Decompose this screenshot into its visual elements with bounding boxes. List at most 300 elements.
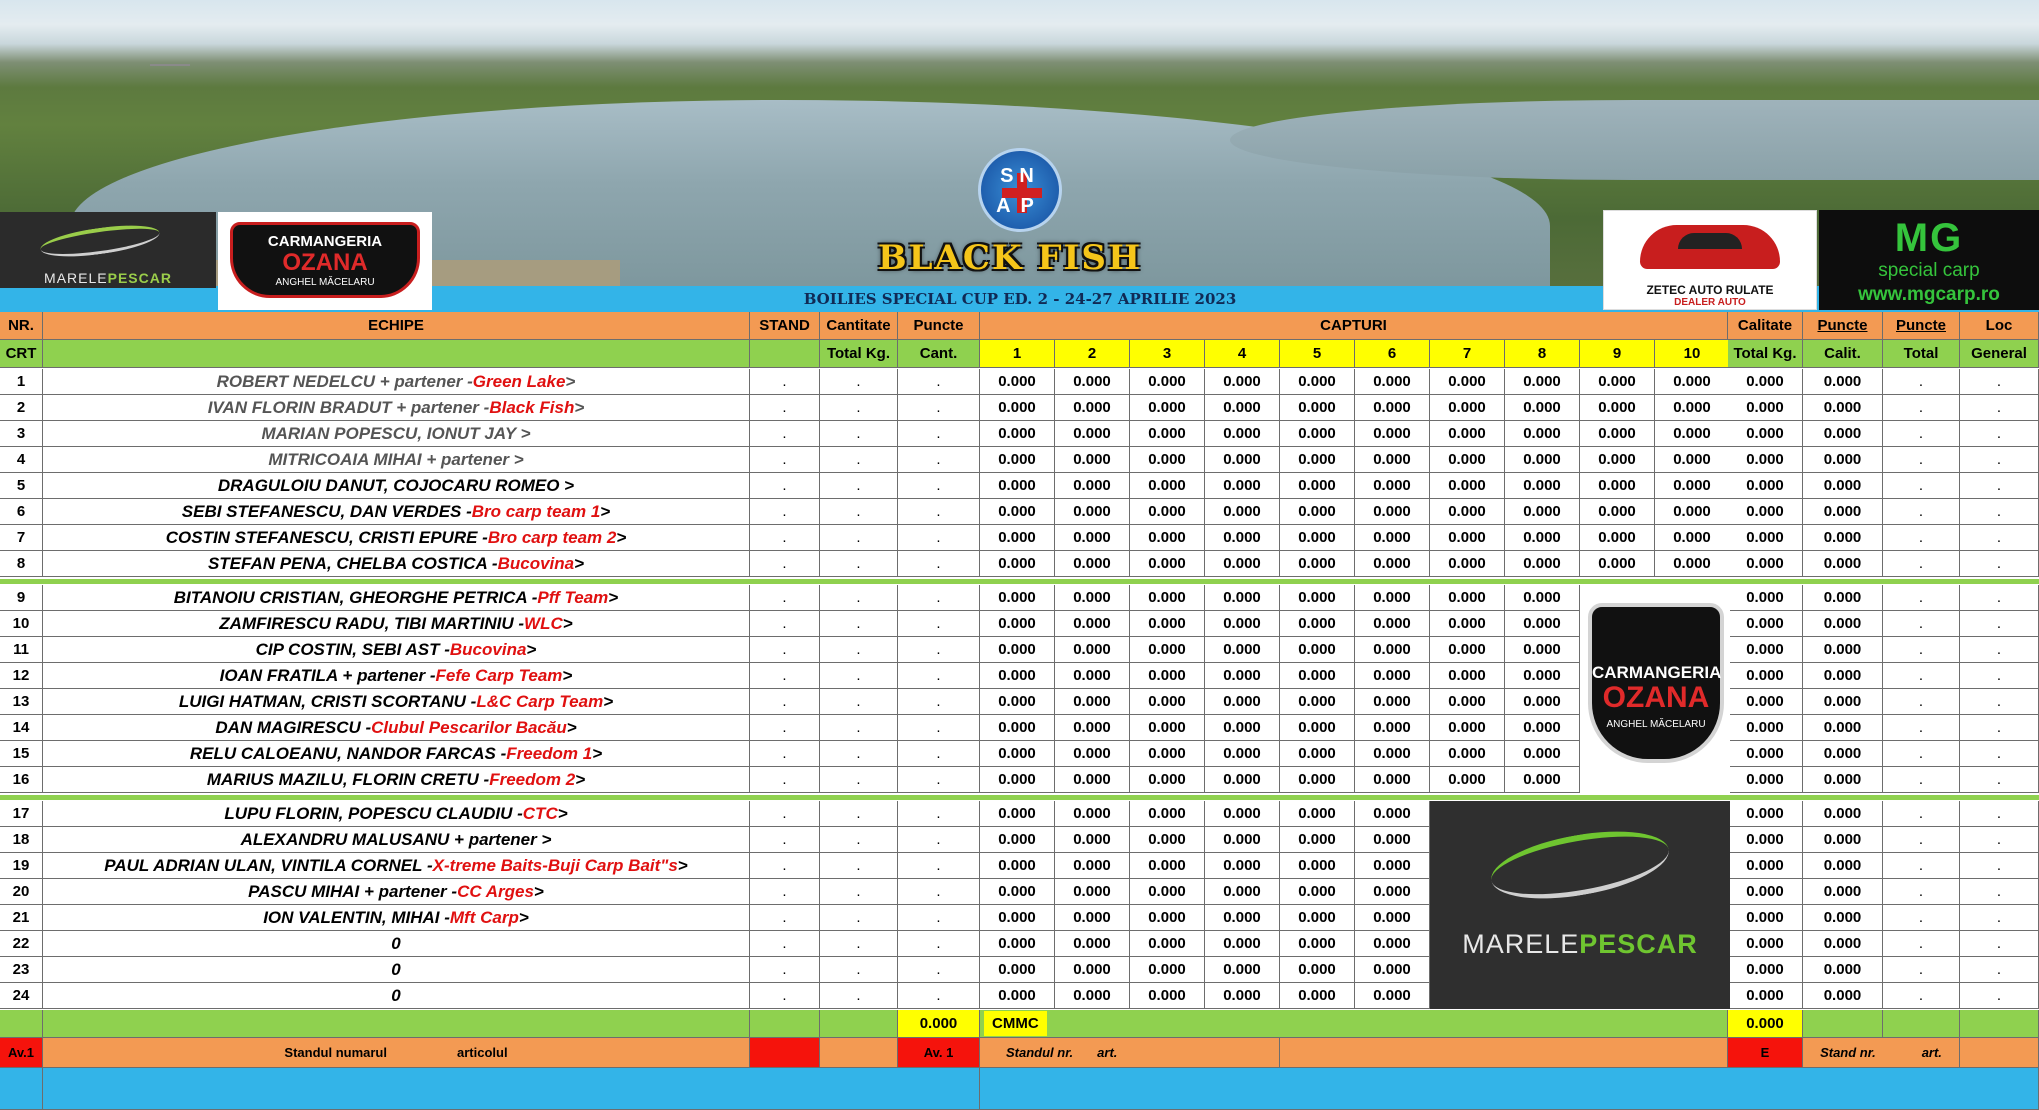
capture-cell: 0.000 xyxy=(1580,395,1655,421)
row-puncte-calit: 0.000 xyxy=(1803,395,1883,421)
capture-cell: 0.000 xyxy=(1355,499,1430,525)
header-general: General xyxy=(1960,340,2039,368)
header-stand: STAND xyxy=(750,312,820,340)
row-puncte-total: . xyxy=(1883,637,1960,663)
footer-cant xyxy=(820,1038,898,1068)
team-tail: > xyxy=(565,371,576,391)
row-loc: . xyxy=(1960,551,2039,577)
row-calitate: 0.000 xyxy=(1728,369,1803,395)
capture-cell: 0.000 xyxy=(1055,447,1130,473)
row-puncte-calit: 0.000 xyxy=(1803,611,1883,637)
row-cant: . xyxy=(820,473,898,499)
capture-cell: 0.000 xyxy=(1505,767,1580,793)
articolul-label: articolul xyxy=(456,1045,508,1060)
capture-cell: 0.000 xyxy=(1355,395,1430,421)
row-puncte-calit: 0.000 xyxy=(1803,931,1883,957)
row-loc: . xyxy=(1960,585,2039,611)
row-calitate: 0.000 xyxy=(1728,585,1803,611)
row-stand: . xyxy=(750,879,820,905)
capture-cell: 0.000 xyxy=(980,525,1055,551)
capture-cell: 0.000 xyxy=(1055,499,1130,525)
capture-cell: 0.000 xyxy=(1655,473,1730,499)
capture-cell: 0.000 xyxy=(1505,551,1580,577)
summary-cmmc xyxy=(980,1010,1728,1038)
team-members: DAN MAGIRESCU - xyxy=(215,717,372,737)
capture-cell: 0.000 xyxy=(1055,931,1130,957)
row-loc: . xyxy=(1960,957,2039,983)
team-sponsor: WLC xyxy=(524,613,563,633)
capture-cell: 0.000 xyxy=(1355,715,1430,741)
capture-cell: 0.000 xyxy=(1580,447,1655,473)
team-tail: > xyxy=(557,803,568,823)
capture-cell: 0.000 xyxy=(1355,525,1430,551)
team-members: LUPU FLORIN, POPESCU CLAUDIU - xyxy=(224,803,523,823)
row-puncte-cant: . xyxy=(898,715,980,741)
capture-cell: 0.000 xyxy=(1430,689,1505,715)
row-loc: . xyxy=(1960,905,2039,931)
row-puncte-total: . xyxy=(1883,801,1960,827)
capture-cell: 0.000 xyxy=(1205,499,1280,525)
ozana-ad-name: OZANA xyxy=(1602,681,1710,714)
capture-cell: 0.000 xyxy=(1205,827,1280,853)
row-puncte-calit: 0.000 xyxy=(1803,905,1883,931)
capture-cell: 0.000 xyxy=(1655,551,1730,577)
row-stand: . xyxy=(750,421,820,447)
mg-sub: special carp xyxy=(1878,260,1980,281)
team-name xyxy=(43,879,750,905)
row-cant: . xyxy=(820,421,898,447)
zetec-name: ZETEC AUTO RULATE xyxy=(1646,283,1774,297)
capture-cell: 0.000 xyxy=(1355,447,1430,473)
cmmc-label: CMMC xyxy=(984,1011,1047,1036)
row-cant: . xyxy=(820,637,898,663)
row-puncte-total: . xyxy=(1883,473,1960,499)
row-nr: 14 xyxy=(0,715,43,741)
row-puncte-total: . xyxy=(1883,499,1960,525)
capture-cell: 0.000 xyxy=(1280,395,1355,421)
row-puncte-cant: . xyxy=(898,827,980,853)
capture-cell: 0.000 xyxy=(1355,369,1430,395)
capture-cell: 0.000 xyxy=(1505,395,1580,421)
row-cant: . xyxy=(820,827,898,853)
team-sponsor: Mft Carp xyxy=(449,907,519,927)
capture-cell: 0.000 xyxy=(1355,905,1430,931)
capture-cell: 0.000 xyxy=(1055,957,1130,983)
row-loc: . xyxy=(1960,879,2039,905)
capture-cell: 0.000 xyxy=(1580,525,1655,551)
row-calitate: 0.000 xyxy=(1728,827,1803,853)
row-puncte-calit: 0.000 xyxy=(1803,827,1883,853)
team-name xyxy=(43,499,750,525)
row-stand: . xyxy=(750,395,820,421)
capture-cell: 0.000 xyxy=(1280,767,1355,793)
sn-ap-badge-icon xyxy=(978,148,1062,232)
row-puncte-cant: . xyxy=(898,499,980,525)
header-puncte-calit: Puncte xyxy=(1803,312,1883,340)
row-calitate: 0.000 xyxy=(1728,689,1803,715)
capture-cell: 0.000 xyxy=(1055,801,1130,827)
capture-cell: 0.000 xyxy=(1280,551,1355,577)
row-nr: 8 xyxy=(0,551,43,577)
team-name xyxy=(43,905,750,931)
capture-cell: 0.000 xyxy=(1205,395,1280,421)
header-capture-7: 7 xyxy=(1430,340,1505,368)
zetec-logo-icon xyxy=(1603,210,1817,310)
team-name xyxy=(43,637,750,663)
capture-cell: 0.000 xyxy=(1280,741,1355,767)
capture-cell: 0.000 xyxy=(1205,421,1280,447)
header-nr: NR. xyxy=(0,312,43,340)
capture-cell: 0.000 xyxy=(1130,801,1205,827)
row-loc: . xyxy=(1960,637,2039,663)
row-stand: . xyxy=(750,957,820,983)
capture-cell: 0.000 xyxy=(1130,421,1205,447)
capture-cell: 0.000 xyxy=(1055,879,1130,905)
row-cant: . xyxy=(820,689,898,715)
team-tail: > xyxy=(603,691,614,711)
row-calitate: 0.000 xyxy=(1728,663,1803,689)
team-members: MITRICOAIA MIHAI + partener > xyxy=(268,449,524,469)
capture-cell: 0.000 xyxy=(1355,473,1430,499)
team-tail: > xyxy=(574,397,585,417)
row-puncte-calit: 0.000 xyxy=(1803,637,1883,663)
bottom-band-nr xyxy=(0,1068,43,1110)
header-calitate: Calitate xyxy=(1728,312,1803,340)
capture-cell: 0.000 xyxy=(980,499,1055,525)
capture-cell: 0.000 xyxy=(1280,499,1355,525)
capture-cell: 0.000 xyxy=(1130,879,1205,905)
row-puncte-total: . xyxy=(1883,931,1960,957)
row-puncte-cant: . xyxy=(898,369,980,395)
capture-cell: 0.000 xyxy=(980,447,1055,473)
capture-cell: 0.000 xyxy=(1430,715,1505,741)
row-loc: . xyxy=(1960,663,2039,689)
team-name xyxy=(43,957,750,983)
capture-cell: 0.000 xyxy=(1280,715,1355,741)
capture-cell: 0.000 xyxy=(1505,663,1580,689)
row-stand: . xyxy=(750,827,820,853)
row-stand: . xyxy=(750,499,820,525)
team-sponsor: CC Arges xyxy=(457,881,534,901)
capture-cell: 0.000 xyxy=(1505,369,1580,395)
row-cant: . xyxy=(820,801,898,827)
capture-cell: 0.000 xyxy=(1505,525,1580,551)
capture-cell: 0.000 xyxy=(1355,801,1430,827)
capture-cell: 0.000 xyxy=(1280,525,1355,551)
row-nr: 17 xyxy=(0,801,43,827)
capture-cell: 0.000 xyxy=(1355,767,1430,793)
row-puncte-cant: . xyxy=(898,473,980,499)
team-tail: > xyxy=(526,639,537,659)
capture-cell: 0.000 xyxy=(1205,525,1280,551)
header-stand-sub xyxy=(750,340,820,368)
capture-cell: 0.000 xyxy=(980,767,1055,793)
row-calitate: 0.000 xyxy=(1728,801,1803,827)
capture-cell: 0.000 xyxy=(1355,983,1430,1009)
capture-cell: 0.000 xyxy=(1505,585,1580,611)
capture-cell: 0.000 xyxy=(1430,369,1505,395)
header-puncte: Puncte xyxy=(898,312,980,340)
cup-title: BOILIES SPECIAL CUP ED. 2 - 24-27 APRILIE 2023 xyxy=(803,290,1237,308)
row-stand: . xyxy=(750,637,820,663)
row-loc: . xyxy=(1960,525,2039,551)
capture-cell: 0.000 xyxy=(980,551,1055,577)
capture-cell: 0.000 xyxy=(1205,905,1280,931)
team-members: DRAGULOIU DANUT, COJOCARU ROMEO > xyxy=(217,475,575,495)
group-separator xyxy=(0,795,2039,800)
ozana-name: OZANA xyxy=(282,249,368,276)
footer-stand-red xyxy=(750,1038,820,1068)
row-nr: 22 xyxy=(0,931,43,957)
row-puncte-total: . xyxy=(1883,551,1960,577)
capture-cell: 0.000 xyxy=(1055,473,1130,499)
row-nr: 3 xyxy=(0,421,43,447)
team-members: RELU CALOEANU, NANDOR FARCAS - xyxy=(189,743,507,763)
team-name xyxy=(43,801,750,827)
capture-cell: 0.000 xyxy=(980,421,1055,447)
capture-cell: 0.000 xyxy=(1205,853,1280,879)
capture-cell: 0.000 xyxy=(1205,715,1280,741)
row-stand: . xyxy=(750,931,820,957)
header-loc: Loc xyxy=(1960,312,2039,340)
capture-cell: 0.000 xyxy=(1280,853,1355,879)
capture-cell: 0.000 xyxy=(1505,689,1580,715)
footer-stand-nr xyxy=(1803,1038,1960,1068)
capture-cell: 0.000 xyxy=(1580,473,1655,499)
capture-cell: 0.000 xyxy=(1130,447,1205,473)
ozana-sub: ANGHEL MĂCELARU xyxy=(275,277,375,288)
event-title: BLACK FISH xyxy=(877,238,1143,278)
capture-cell: 0.000 xyxy=(1055,983,1130,1009)
row-cant: . xyxy=(820,715,898,741)
row-nr: 10 xyxy=(0,611,43,637)
art2-label: art. xyxy=(1921,1045,1942,1060)
capture-cell: 0.000 xyxy=(1055,611,1130,637)
header-banner xyxy=(0,0,2039,312)
capture-cell: 0.000 xyxy=(980,983,1055,1009)
team-name xyxy=(43,395,750,421)
capture-cell: 0.000 xyxy=(1655,395,1730,421)
capture-cell: 0.000 xyxy=(1355,689,1430,715)
row-calitate: 0.000 xyxy=(1728,983,1803,1009)
capture-cell: 0.000 xyxy=(1505,447,1580,473)
capture-cell: 0.000 xyxy=(1205,585,1280,611)
team-tail: > xyxy=(566,717,577,737)
row-nr: 18 xyxy=(0,827,43,853)
footer-e: E xyxy=(1728,1038,1803,1068)
team-members: SEBI STEFANESCU, DAN VERDES - xyxy=(181,501,472,521)
stand-nr-label: Stand nr. xyxy=(1820,1045,1876,1060)
capture-cell: 0.000 xyxy=(1355,551,1430,577)
row-stand: . xyxy=(750,585,820,611)
capture-cell: 0.000 xyxy=(1055,395,1130,421)
row-stand: . xyxy=(750,983,820,1009)
team-name xyxy=(43,741,750,767)
ozana-ad-shield xyxy=(1588,603,1724,763)
capture-cell: 0.000 xyxy=(980,369,1055,395)
capture-cell: 0.000 xyxy=(1355,741,1430,767)
header-capture-4: 4 xyxy=(1205,340,1280,368)
capture-cell: 0.000 xyxy=(1205,801,1280,827)
capture-cell: 0.000 xyxy=(1205,447,1280,473)
row-loc: . xyxy=(1960,421,2039,447)
capture-cell: 0.000 xyxy=(1505,611,1580,637)
team-sponsor: Pff Team xyxy=(537,587,609,607)
row-calitate: 0.000 xyxy=(1728,637,1803,663)
header-echipe: ECHIPE xyxy=(43,312,750,340)
mg-carp-logo-icon xyxy=(1819,210,2039,310)
capture-cell: 0.000 xyxy=(1055,741,1130,767)
row-puncte-calit: 0.000 xyxy=(1803,983,1883,1009)
capture-cell: 0.000 xyxy=(1205,957,1280,983)
capture-cell: 0.000 xyxy=(1205,983,1280,1009)
capture-cell: 0.000 xyxy=(1430,767,1505,793)
summary-echipe xyxy=(43,1010,750,1038)
row-nr: 1 xyxy=(0,369,43,395)
footer-standul-numarul xyxy=(43,1038,750,1068)
row-puncte-cant: . xyxy=(898,447,980,473)
capture-cell: 0.000 xyxy=(1205,767,1280,793)
capture-cell: 0.000 xyxy=(1430,525,1505,551)
header-cantitate: Cantitate xyxy=(820,312,898,340)
team-sponsor: Bro carp team 2 xyxy=(487,527,617,547)
capture-cell: 0.000 xyxy=(1130,663,1205,689)
capture-cell: 0.000 xyxy=(1280,931,1355,957)
row-calitate: 0.000 xyxy=(1728,853,1803,879)
team-members: MARIUS MAZILU, FLORIN CRETU - xyxy=(206,769,490,789)
standul-nr-label: Standul nr. xyxy=(1006,1045,1074,1060)
row-puncte-cant: . xyxy=(898,421,980,447)
team-tail: > xyxy=(562,665,573,685)
capture-cell: 0.000 xyxy=(1280,663,1355,689)
capture-cell: 0.000 xyxy=(980,473,1055,499)
row-puncte-calit: 0.000 xyxy=(1803,879,1883,905)
capture-cell: 0.000 xyxy=(1130,689,1205,715)
team-members: ZAMFIRESCU RADU, TIBI MARTINIU - xyxy=(219,613,525,633)
capture-cell: 0.000 xyxy=(1505,715,1580,741)
header-capture-3: 3 xyxy=(1130,340,1205,368)
row-puncte-cant: . xyxy=(898,689,980,715)
row-puncte-total: . xyxy=(1883,853,1960,879)
ozana-top: CARMANGERIA xyxy=(267,233,383,250)
team-name xyxy=(43,369,750,395)
capture-cell: 0.000 xyxy=(1280,827,1355,853)
ozana-ad xyxy=(1580,585,1730,793)
row-puncte-calit: 0.000 xyxy=(1803,369,1883,395)
capture-cell: 0.000 xyxy=(1355,957,1430,983)
row-puncte-total: . xyxy=(1883,369,1960,395)
capture-cell: 0.000 xyxy=(1355,637,1430,663)
row-puncte-total: . xyxy=(1883,395,1960,421)
team-name xyxy=(43,525,750,551)
results-table xyxy=(0,312,2039,1110)
team-tail: > xyxy=(562,613,573,633)
row-calitate: 0.000 xyxy=(1728,551,1803,577)
bottom-band-right xyxy=(980,1068,2039,1110)
row-stand: . xyxy=(750,741,820,767)
row-puncte-calit: 0.000 xyxy=(1803,853,1883,879)
capture-cell: 0.000 xyxy=(1130,473,1205,499)
row-puncte-cant: . xyxy=(898,879,980,905)
capture-cell: 0.000 xyxy=(980,715,1055,741)
row-calitate: 0.000 xyxy=(1728,715,1803,741)
capture-cell: 0.000 xyxy=(1355,853,1430,879)
row-stand: . xyxy=(750,715,820,741)
row-calitate: 0.000 xyxy=(1728,525,1803,551)
row-loc: . xyxy=(1960,931,2039,957)
row-puncte-cant: . xyxy=(898,853,980,879)
capture-cell: 0.000 xyxy=(1130,715,1205,741)
capture-cell: 0.000 xyxy=(1055,767,1130,793)
capture-cell: 0.000 xyxy=(1130,499,1205,525)
capture-cell: 0.000 xyxy=(1055,585,1130,611)
marele-pescar-wordmark: MARELEPESCAR xyxy=(44,270,172,286)
group-separator xyxy=(0,579,2039,584)
row-puncte-calit: 0.000 xyxy=(1803,525,1883,551)
row-nr: 12 xyxy=(0,663,43,689)
capture-cell: 0.000 xyxy=(1355,421,1430,447)
row-calitate: 0.000 xyxy=(1728,905,1803,931)
row-cant: . xyxy=(820,585,898,611)
team-sponsor: Bucovina xyxy=(449,639,527,659)
summary-puncte-total-col xyxy=(1883,1010,1960,1038)
capture-cell: 0.000 xyxy=(980,957,1055,983)
team-sponsor: Clubul Pescarilor Bacău xyxy=(371,717,567,737)
row-cant: . xyxy=(820,499,898,525)
row-stand: . xyxy=(750,473,820,499)
row-nr: 21 xyxy=(0,905,43,931)
capture-cell: 0.000 xyxy=(980,853,1055,879)
capture-cell: 0.000 xyxy=(1055,853,1130,879)
capture-cell: 0.000 xyxy=(980,637,1055,663)
team-name xyxy=(43,827,750,853)
standul-numarul-label: Standul numarul xyxy=(284,1045,387,1060)
team-members: CIP COSTIN, SEBI AST - xyxy=(255,639,450,659)
capture-cell: 0.000 xyxy=(1130,957,1205,983)
capture-cell: 0.000 xyxy=(1055,421,1130,447)
row-stand: . xyxy=(750,905,820,931)
capture-cell: 0.000 xyxy=(1205,473,1280,499)
row-loc: . xyxy=(1960,767,2039,793)
row-cant: . xyxy=(820,983,898,1009)
team-tail: > xyxy=(608,587,619,607)
capture-cell: 0.000 xyxy=(1280,957,1355,983)
capture-cell: 0.000 xyxy=(980,395,1055,421)
team-tail: > xyxy=(574,553,585,573)
footer-av1-left: Av.1 xyxy=(0,1038,43,1068)
team-tail: > xyxy=(616,527,627,547)
team-name xyxy=(43,931,750,957)
row-cant: . xyxy=(820,369,898,395)
car-window xyxy=(1678,233,1742,249)
header-crt: CRT xyxy=(0,340,43,368)
row-calitate: 0.000 xyxy=(1728,931,1803,957)
row-puncte-calit: 0.000 xyxy=(1803,585,1883,611)
capture-cell: 0.000 xyxy=(1205,637,1280,663)
capture-cell: 0.000 xyxy=(1280,473,1355,499)
capture-cell: 0.000 xyxy=(1055,905,1130,931)
row-puncte-total: . xyxy=(1883,585,1960,611)
marele-pescar-swoosh xyxy=(39,220,161,262)
capture-cell: 0.000 xyxy=(1280,421,1355,447)
capture-cell: 0.000 xyxy=(1280,611,1355,637)
row-calitate: 0.000 xyxy=(1728,395,1803,421)
header-capture-9: 9 xyxy=(1580,340,1655,368)
summary-loc xyxy=(1960,1010,2039,1038)
team-members: IOAN FRATILA + partener - xyxy=(219,665,436,685)
row-loc: . xyxy=(1960,499,2039,525)
header-capture-10: 10 xyxy=(1655,340,1730,368)
